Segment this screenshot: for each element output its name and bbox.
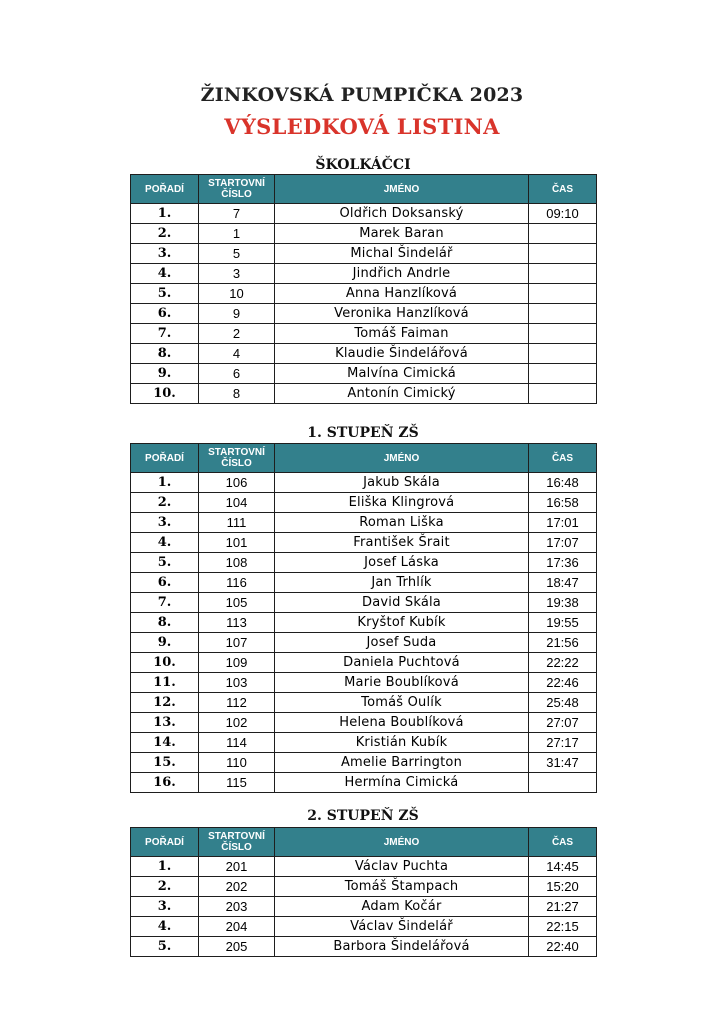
table-row — [131, 937, 597, 957]
start-number-cell: 114 — [199, 733, 275, 753]
header-time: ČAS — [529, 828, 597, 857]
rank-cell: 7. — [131, 593, 199, 613]
rank-cell: 1. — [131, 204, 199, 224]
table-row — [131, 877, 597, 897]
header-start-number — [199, 444, 275, 473]
header-rank: POŘADÍ — [131, 444, 199, 473]
table-row — [131, 653, 597, 673]
table-header-row — [131, 444, 597, 473]
rank-cell: 3. — [131, 244, 199, 264]
table-row — [131, 613, 597, 633]
start-number-cell: 112 — [199, 693, 275, 713]
rank-cell: 4. — [131, 264, 199, 284]
time-cell — [529, 264, 597, 284]
section-title-1-stupen: 1. STUPEŇ ZŠ — [307, 425, 419, 441]
name-cell: Veronika Hanzlíková — [275, 304, 529, 324]
start-number-cell: 203 — [199, 897, 275, 917]
rank-cell: 2. — [131, 493, 199, 513]
rank-cell: 9. — [131, 364, 199, 384]
rank-cell: 16. — [131, 773, 199, 793]
table-row — [131, 384, 597, 404]
rank-cell: 4. — [131, 917, 199, 937]
time-cell — [529, 304, 597, 324]
table-row — [131, 204, 597, 224]
results-table-1-stupen — [130, 443, 597, 793]
rank-cell: 3. — [131, 513, 199, 533]
start-number-cell: 10 — [199, 284, 275, 304]
time-cell: 19:38 — [529, 593, 597, 613]
name-cell: Kristián Kubík — [275, 733, 529, 753]
start-number-cell: 116 — [199, 573, 275, 593]
name-cell: Marek Baran — [275, 224, 529, 244]
name-cell: Jan Trhlík — [275, 573, 529, 593]
time-cell: 22:22 — [529, 653, 597, 673]
time-cell: 09:10 — [529, 204, 597, 224]
table-row — [131, 733, 597, 753]
rank-cell: 5. — [131, 937, 199, 957]
start-number-cell: 201 — [199, 857, 275, 877]
start-number-cell: 8 — [199, 384, 275, 404]
rank-cell: 6. — [131, 304, 199, 324]
name-cell: Anna Hanzlíková — [275, 284, 529, 304]
rank-cell: 1. — [131, 857, 199, 877]
header-start-number — [199, 175, 275, 204]
table-row — [131, 633, 597, 653]
table-row — [131, 673, 597, 693]
rank-cell: 10. — [131, 653, 199, 673]
start-number-cell: 205 — [199, 937, 275, 957]
header-name: JMÉNO — [275, 444, 529, 473]
name-cell: Daniela Puchtová — [275, 653, 529, 673]
table-header-row — [131, 175, 597, 204]
table-row — [131, 573, 597, 593]
rank-cell: 2. — [131, 224, 199, 244]
time-cell — [529, 244, 597, 264]
start-number-cell: 2 — [199, 324, 275, 344]
header-time: ČAS — [529, 444, 597, 473]
table-row — [131, 304, 597, 324]
name-cell: Hermína Cimická — [275, 773, 529, 793]
start-number-cell: 7 — [199, 204, 275, 224]
header-name: JMÉNO — [275, 828, 529, 857]
results-table-2-stupen — [130, 827, 597, 957]
start-number-cell: 105 — [199, 593, 275, 613]
name-cell: Eliška Klingrová — [275, 493, 529, 513]
header-name: JMÉNO — [275, 175, 529, 204]
rank-cell: 7. — [131, 324, 199, 344]
start-number-cell: 113 — [199, 613, 275, 633]
table-row — [131, 284, 597, 304]
time-cell: 22:40 — [529, 937, 597, 957]
time-cell: 18:47 — [529, 573, 597, 593]
time-cell — [529, 384, 597, 404]
rank-cell: 4. — [131, 533, 199, 553]
table-row — [131, 264, 597, 284]
document-title: ŽINKOVSKÁ PUMPIČKA 2023 — [200, 84, 524, 106]
header-start-line2: ČÍSLO — [221, 189, 252, 200]
name-cell: Václav Puchta — [275, 857, 529, 877]
name-cell: Marie Boublíková — [275, 673, 529, 693]
start-number-cell: 109 — [199, 653, 275, 673]
time-cell: 16:48 — [529, 473, 597, 493]
name-cell: Amelie Barrington — [275, 753, 529, 773]
document-subtitle: VÝSLEDKOVÁ LISTINA — [224, 114, 500, 139]
name-cell: Roman Liška — [275, 513, 529, 533]
start-number-cell: 4 — [199, 344, 275, 364]
time-cell: 27:17 — [529, 733, 597, 753]
name-cell: Jakub Skála — [275, 473, 529, 493]
time-cell: 14:45 — [529, 857, 597, 877]
rank-cell: 15. — [131, 753, 199, 773]
start-number-cell: 6 — [199, 364, 275, 384]
rank-cell: 14. — [131, 733, 199, 753]
table-row — [131, 553, 597, 573]
name-cell: Kryštof Kubík — [275, 613, 529, 633]
name-cell: Václav Šindelář — [275, 917, 529, 937]
start-number-cell: 106 — [199, 473, 275, 493]
results-table-skolkacci — [130, 174, 597, 404]
header-time: ČAS — [529, 175, 597, 204]
rank-cell: 11. — [131, 673, 199, 693]
name-cell: Antonín Cimický — [275, 384, 529, 404]
start-number-cell: 110 — [199, 753, 275, 773]
start-number-cell: 103 — [199, 673, 275, 693]
time-cell: 22:15 — [529, 917, 597, 937]
name-cell: Jindřich Andrle — [275, 264, 529, 284]
section-title-skolkacci: ŠKOLKÁČCI — [315, 157, 411, 173]
time-cell: 27:07 — [529, 713, 597, 733]
table-row — [131, 224, 597, 244]
time-cell — [529, 344, 597, 364]
name-cell: Barbora Šindelářová — [275, 937, 529, 957]
rank-cell: 9. — [131, 633, 199, 653]
table-row — [131, 917, 597, 937]
table-row — [131, 493, 597, 513]
header-start-line2: ČÍSLO — [221, 842, 252, 853]
name-cell: Helena Boublíková — [275, 713, 529, 733]
table-row — [131, 897, 597, 917]
time-cell: 19:55 — [529, 613, 597, 633]
table-header-row — [131, 828, 597, 857]
rank-cell: 10. — [131, 384, 199, 404]
name-cell: Malvína Cimická — [275, 364, 529, 384]
start-number-cell: 204 — [199, 917, 275, 937]
table-row — [131, 693, 597, 713]
rank-cell: 12. — [131, 693, 199, 713]
start-number-cell: 104 — [199, 493, 275, 513]
name-cell: Tomáš Faiman — [275, 324, 529, 344]
time-cell: 17:36 — [529, 553, 597, 573]
time-cell: 25:48 — [529, 693, 597, 713]
rank-cell: 6. — [131, 573, 199, 593]
table-row — [131, 244, 597, 264]
time-cell: 17:01 — [529, 513, 597, 533]
table-row — [131, 473, 597, 493]
table-row — [131, 513, 597, 533]
header-start-line1: STARTOVNÍ — [208, 447, 265, 458]
start-number-cell: 202 — [199, 877, 275, 897]
name-cell: Klaudie Šindelářová — [275, 344, 529, 364]
table-row — [131, 364, 597, 384]
table-row — [131, 773, 597, 793]
rank-cell: 2. — [131, 877, 199, 897]
start-number-cell: 101 — [199, 533, 275, 553]
time-cell: 15:20 — [529, 877, 597, 897]
start-number-cell: 9 — [199, 304, 275, 324]
start-number-cell: 102 — [199, 713, 275, 733]
name-cell: Oldřich Doksanský — [275, 204, 529, 224]
header-start-line2: ČÍSLO — [221, 458, 252, 469]
header-start-line1: STARTOVNÍ — [208, 178, 265, 189]
header-start-number — [199, 828, 275, 857]
name-cell: Tomáš Oulík — [275, 693, 529, 713]
table-row — [131, 344, 597, 364]
time-cell — [529, 324, 597, 344]
time-cell — [529, 364, 597, 384]
time-cell — [529, 773, 597, 793]
start-number-cell: 111 — [199, 513, 275, 533]
rank-cell: 13. — [131, 713, 199, 733]
time-cell: 31:47 — [529, 753, 597, 773]
table-row — [131, 324, 597, 344]
rank-cell: 1. — [131, 473, 199, 493]
start-number-cell: 108 — [199, 553, 275, 573]
start-number-cell: 107 — [199, 633, 275, 653]
start-number-cell: 3 — [199, 264, 275, 284]
time-cell: 22:46 — [529, 673, 597, 693]
table-row — [131, 857, 597, 877]
rank-cell: 5. — [131, 284, 199, 304]
name-cell: David Skála — [275, 593, 529, 613]
name-cell: František Šrait — [275, 533, 529, 553]
name-cell: Tomáš Štampach — [275, 877, 529, 897]
start-number-cell: 5 — [199, 244, 275, 264]
table-row — [131, 753, 597, 773]
time-cell: 21:56 — [529, 633, 597, 653]
header-rank: POŘADÍ — [131, 175, 199, 204]
start-number-cell: 1 — [199, 224, 275, 244]
table-row — [131, 533, 597, 553]
name-cell: Josef Láska — [275, 553, 529, 573]
time-cell — [529, 224, 597, 244]
header-start-line1: STARTOVNÍ — [208, 831, 265, 842]
start-number-cell: 115 — [199, 773, 275, 793]
rank-cell: 8. — [131, 613, 199, 633]
table-row — [131, 713, 597, 733]
time-cell: 17:07 — [529, 533, 597, 553]
time-cell: 16:58 — [529, 493, 597, 513]
name-cell: Michal Šindelář — [275, 244, 529, 264]
rank-cell: 8. — [131, 344, 199, 364]
table-row — [131, 593, 597, 613]
rank-cell: 3. — [131, 897, 199, 917]
header-rank: POŘADÍ — [131, 828, 199, 857]
name-cell: Josef Suda — [275, 633, 529, 653]
rank-cell: 5. — [131, 553, 199, 573]
time-cell — [529, 284, 597, 304]
time-cell: 21:27 — [529, 897, 597, 917]
name-cell: Adam Kočár — [275, 897, 529, 917]
section-title-2-stupen: 2. STUPEŇ ZŠ — [307, 808, 419, 824]
